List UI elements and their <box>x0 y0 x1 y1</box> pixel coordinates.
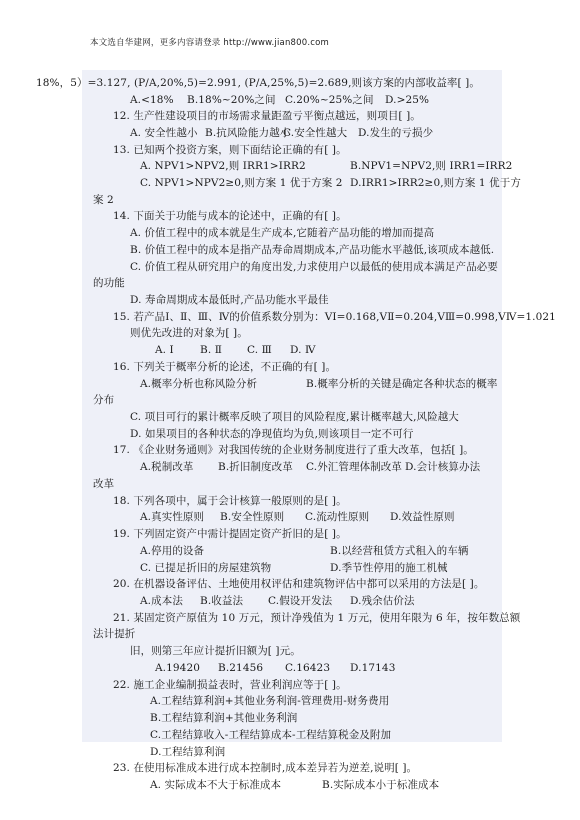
text-line: D.工程结算利润 <box>150 746 226 758</box>
text-line: B. Ⅱ <box>200 344 222 356</box>
text-line: D.>25% <box>385 94 430 106</box>
text-line: B.工程结算利润+其他业务利润 <box>150 712 298 724</box>
text-line: B.21456 <box>218 662 264 674</box>
text-line: 旧，则第三年应计提折旧额为[ ]元。 <box>130 645 301 657</box>
text-line: D.17143 <box>350 662 396 674</box>
text-line: B.实际成本小于标准成本 <box>322 779 440 791</box>
text-line: 20. 在机器设备评估、土地使用权评估和建筑物评估中都可以采用的方法是[ ]。 <box>113 578 485 590</box>
text-line: C.安全性越大 <box>283 127 348 139</box>
text-line: D.会计核算办法 <box>405 461 481 473</box>
text-line: B.以经营租赁方式租入的车辆 <box>330 545 469 557</box>
text-line: B.18%~20%之间 <box>187 94 276 106</box>
text-line: B.抗风险能力越小 <box>205 127 291 139</box>
text-line: 21. 某固定资产原值为 10 万元，预计净残值为 1 万元，使用年限为 6 年，按年数总额 <box>113 612 521 624</box>
text-line: 12. 生产性建设项目的市场需求量距盈亏平衡点越远，则项目[ ]。 <box>113 110 421 122</box>
text-line: C.外汇管理体制改革 <box>306 461 402 473</box>
text-line: 14. 下面关于功能与成本的论述中，正确的有[ ]。 <box>113 210 347 222</box>
text-line: 18. 下列各项中，属于会计核算一般原则的是[ ]。 <box>113 495 347 507</box>
text-line: B.概率分析的关键是确定各种状态的概率 <box>306 378 498 390</box>
text-line: A.工程结算利润+其他业务利润-管理费用-财务费用 <box>150 695 390 707</box>
page-header: 本文选自华建网，更多内容请登录 http://www.jian800.com <box>90 38 330 48</box>
text-line: C.流动性原则 <box>305 511 370 523</box>
text-line: A. 安全性越小 <box>130 127 198 139</box>
text-line: A.成本法 <box>140 595 183 607</box>
text-line: 16. 下列关于概率分析的论述，不正确的有[ ]。 <box>113 361 337 373</box>
text-line: D.发生的亏损少 <box>358 127 434 139</box>
text-line: C. 价值工程从研究用户的角度出发,力求使用户以最低的使用成本满足产品必要 <box>130 261 498 273</box>
text-line: A.税制改革 <box>140 461 194 473</box>
text-line: D. Ⅳ <box>290 344 316 356</box>
text-line: C. 项目可行的累计概率反映了项目的风险程度,累计概率越大,风险越大 <box>130 411 459 423</box>
text-line: A.停用的设备 <box>140 545 205 557</box>
text-line: A. 实际成本不大于标准成本 <box>150 779 282 791</box>
text-line: B.折旧制度改革 <box>218 461 293 473</box>
text-line: D. 寿命周期成本最低时,产品功能水平最佳 <box>130 294 329 306</box>
text-line: A. Ⅰ <box>155 344 174 356</box>
text-line: C.20%~25%之间 <box>285 94 374 106</box>
text-line: 19. 下列固定资产中需计提固定资产折旧的是[ ]。 <box>113 528 347 540</box>
text-line: C.工程结算收入-工程结算成本-工程结算税金及附加 <box>150 729 392 741</box>
text-line: C. 已提足折旧的房屋建筑物 <box>140 562 272 574</box>
text-line: A.概率分析也称风险分析 <box>140 378 258 390</box>
text-line: 分布 <box>93 394 115 406</box>
text-line: B. 价值工程中的成本是指产品寿命周期成本,产品功能水平越低,该项成本越低. <box>130 244 495 256</box>
text-line: D.效益性原则 <box>390 511 455 523</box>
text-line: 15. 若产品Ⅰ、Ⅱ、Ⅲ、Ⅳ的价值系数分别为：VI=0.168,VⅡ=0.204,VⅢ=0.998,VⅣ=1.021 <box>113 311 556 323</box>
text-line: D. 如果项目的各种状态的净现值均为负,则该项目一定不可行 <box>130 428 414 440</box>
text-line: 18%，5）=3.127, (P/A,20%,5)=2.991, (P/A,25%,5)=2.689,则该方案的内部收益率[ ]。 <box>36 77 480 89</box>
text-line: B.安全性原则 <box>220 511 285 523</box>
text-line: 13. 已知两个投资方案，则下面结论正确的有[ ]。 <box>113 144 347 156</box>
text-line: D.季节性停用的施工机械 <box>330 562 448 574</box>
text-line: 17. 《企业财务通则》对我国传统的企业财务制度进行了重大改革，包括[ ]。 <box>113 444 474 456</box>
text-line: D.残余估价法 <box>350 595 415 607</box>
text-line: A.19420 <box>155 662 201 674</box>
text-line: 改革 <box>93 478 115 490</box>
text-line: 22. 施工企业编制损益表时，营业利润应等于[ ]。 <box>113 679 347 691</box>
text-line: C. NPV1>NPV2≥0,则方案 1 优于方案 2 <box>140 177 343 189</box>
text-line: B.收益法 <box>200 595 244 607</box>
text-line: A.真实性原则 <box>140 511 205 523</box>
text-line: 法计提折 <box>93 628 136 640</box>
text-line: 则优先改进的对象为[ ]。 <box>130 327 248 339</box>
text-line: 23. 在使用标准成本进行成本控制时,成本差异若为逆差,说明[ ]。 <box>113 762 418 774</box>
text-line: B.NPV1=NPV2,则 IRR1=IRR2 <box>350 160 513 172</box>
text-line: C.16423 <box>285 662 331 674</box>
text-line: A.<18% <box>130 94 174 106</box>
text-line: 案 2 <box>93 194 114 206</box>
text-line: 的功能 <box>93 277 125 289</box>
text-line: D.IRR1>IRR2≥0,则方案 1 优于方 <box>350 177 521 189</box>
text-line: A. 价值工程中的成本就是生产成本,它随着产品功能的增加而提高 <box>130 227 435 239</box>
text-line: C. Ⅲ <box>247 344 272 356</box>
text-line: A. NPV1>NPV2,则 IRR1>IRR2 <box>140 160 306 172</box>
text-line: C.假设开发法 <box>268 595 333 607</box>
